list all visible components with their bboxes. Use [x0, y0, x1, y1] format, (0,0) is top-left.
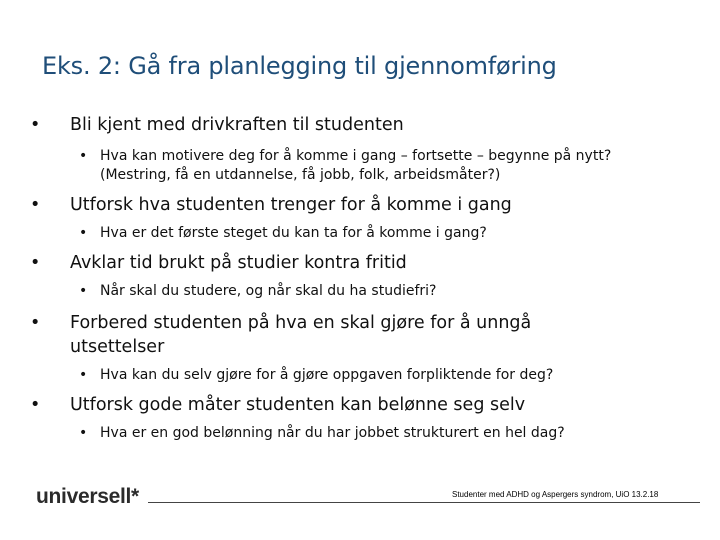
sub-bullet-text: Når skal du studere, og når skal du ha studiefri? [100, 283, 437, 299]
bullet-text: Forbered studenten på hva en skal gjøre for å unngå utsettelser [70, 313, 532, 357]
sub-bullet-marker: • [79, 367, 88, 383]
sub-bullet-text: Hva er en god belønning når du har jobbet strukturert en hel dag? [100, 425, 565, 441]
bullet-text: Utforsk hva studenten trenger for å komme i gang [70, 195, 512, 215]
sub-bullet-item [79, 224, 669, 243]
bullet-text: Avklar tid brukt på studier kontra fritid [70, 253, 407, 273]
bullet-item [30, 251, 670, 275]
bullet-text: Bli kjent med drivkraften til studenten [70, 115, 404, 135]
bullet-item [30, 193, 670, 217]
bullet-marker: • [30, 195, 41, 215]
footer-divider [148, 502, 700, 503]
bullet-item [30, 113, 670, 137]
footer-caption: Studenter med ADHD og Aspergers syndrom, UiO 13.2.18 [452, 490, 659, 499]
slide-title: Eks. 2: Gå fra planlegging til gjennomføring [42, 52, 557, 80]
sub-bullet-item [79, 424, 669, 443]
bullet-marker: • [30, 313, 41, 333]
bullet-marker: • [30, 253, 41, 273]
bullet-item [30, 393, 670, 417]
sub-bullet-marker: • [79, 425, 88, 441]
bullet-text: Utforsk gode måter studenten kan belønne seg selv [70, 395, 526, 415]
sub-bullet-item [79, 366, 669, 385]
sub-bullet-marker: • [79, 283, 88, 299]
sub-bullet-marker: • [79, 148, 88, 164]
sub-bullet-text: Hva kan motivere deg for å komme i gang – fortsette – begynne på nytt? (Mestring, få en utdannelse, få jobb, folk, arbeidsmåter?) [100, 148, 612, 183]
sub-bullet-text: Hva er det første steget du kan ta for å komme i gang? [100, 225, 487, 241]
sub-bullet-marker: • [79, 225, 88, 241]
universell-logo: universell* [36, 485, 139, 508]
bullet-marker: • [30, 115, 41, 135]
sub-bullet-item [79, 147, 669, 185]
sub-bullet-text: Hva kan du selv gjøre for å gjøre oppgaven forpliktende for deg? [100, 367, 554, 383]
sub-bullet-item [79, 282, 669, 301]
bullet-item [30, 311, 630, 359]
bullet-marker: • [30, 395, 41, 415]
